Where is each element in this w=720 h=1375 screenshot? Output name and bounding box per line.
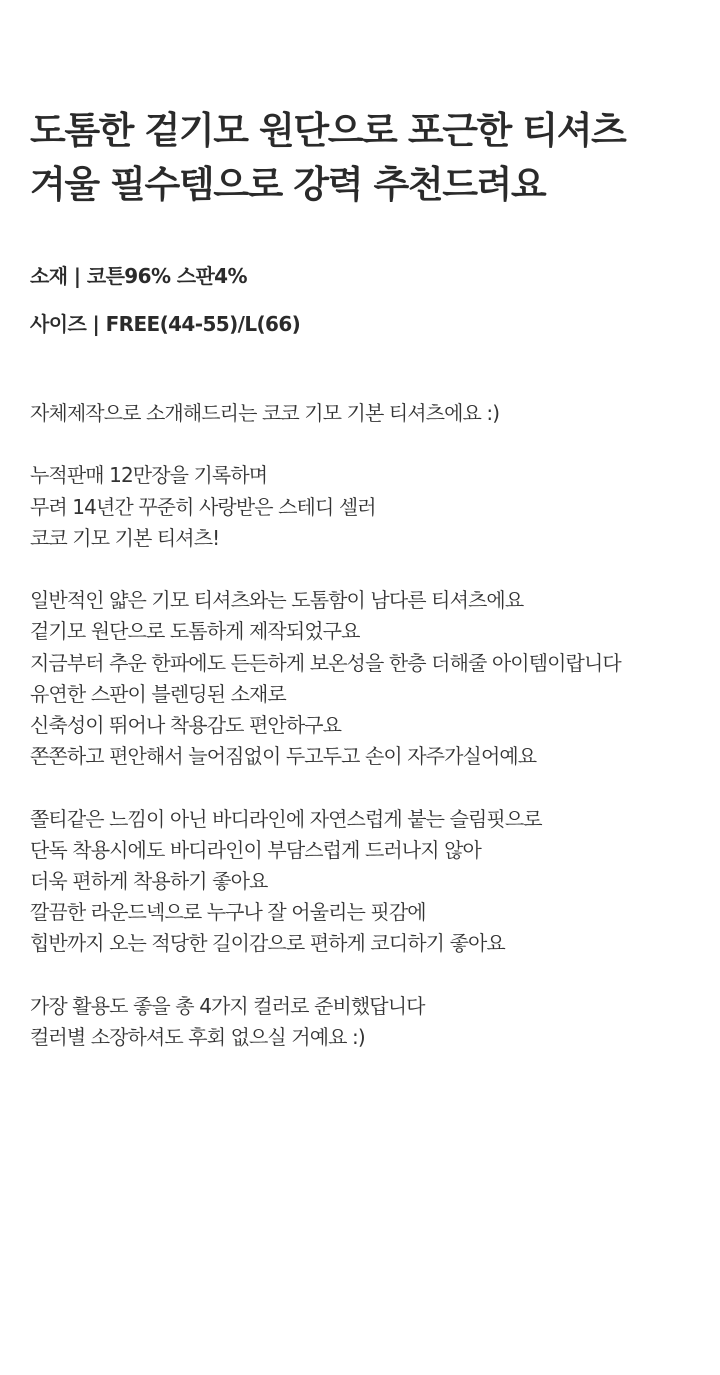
text-line: 더욱 편하게 착용하기 좋아요 (30, 869, 268, 893)
headline-line: 겨울 필수템으로 강력 추천드려요 (30, 163, 546, 206)
text-line: 단독 착용시에도 바디라인이 부담스럽게 드러나지 않아 (30, 837, 481, 862)
text-line: 유연한 스판이 블렌딩된 소재로 (30, 681, 286, 706)
description-paragraph (30, 585, 621, 772)
description-paragraph (30, 460, 621, 554)
text-line: 신축성이 뛰어나 착용감도 편안하구요 (30, 713, 342, 737)
text-line: 컬러별 소장하셔도 후회 없으실 거예요 :) (30, 1025, 365, 1049)
text-line: 쫄티같은 느낌이 아닌 바디라인에 자연스럽게 붙는 슬림핏으로 (30, 806, 542, 831)
text-line: 깔끔한 라운드넥으로 누구나 잘 어울리는 핏감에 (30, 900, 426, 925)
description-paragraph (30, 398, 621, 429)
text-line: 누적판매 12만장을 기록하며 (30, 463, 268, 488)
text-line: 힙반까지 오는 적당한 길이감으로 편하게 코디하기 좋아요 (30, 931, 505, 956)
text-line: 일반적인 얇은 기모 티셔츠와는 도톰함이 남다른 티셔츠에요 (30, 588, 524, 613)
description-body (30, 398, 621, 1084)
size-spec: 사이즈 | FREE(44-55)/L(66) (30, 312, 301, 336)
material-spec: 소재 | 코튼96% 스판4% (30, 264, 247, 288)
text-line: 쫀쫀하고 편안해서 늘어짐없이 두고두고 손이 자주가실어예요 (30, 744, 537, 769)
text-line: 무려 14년간 꾸준히 사랑받은 스테디 셀러 (30, 494, 376, 519)
text-line: 겉기모 원단으로 도톰하게 제작되었구요 (30, 619, 360, 644)
headline (30, 104, 625, 212)
text-line: 코코 기모 기본 티셔츠! (30, 525, 220, 550)
text-line: 가장 활용도 좋을 총 4가지 컬러로 준비했답니다 (30, 993, 425, 1018)
text-line: 자체제작으로 소개해드리는 코코 기모 기본 티셔츠에요 :) (30, 401, 500, 425)
headline-line: 도톰한 겉기모 원단으로 포근한 티셔츠 (30, 109, 626, 152)
text-line: 지금부터 추운 한파에도 든든하게 보온성을 한층 더해줄 아이템이랍니다 (30, 650, 621, 675)
description-paragraph (30, 804, 621, 960)
description-paragraph (30, 991, 621, 1053)
